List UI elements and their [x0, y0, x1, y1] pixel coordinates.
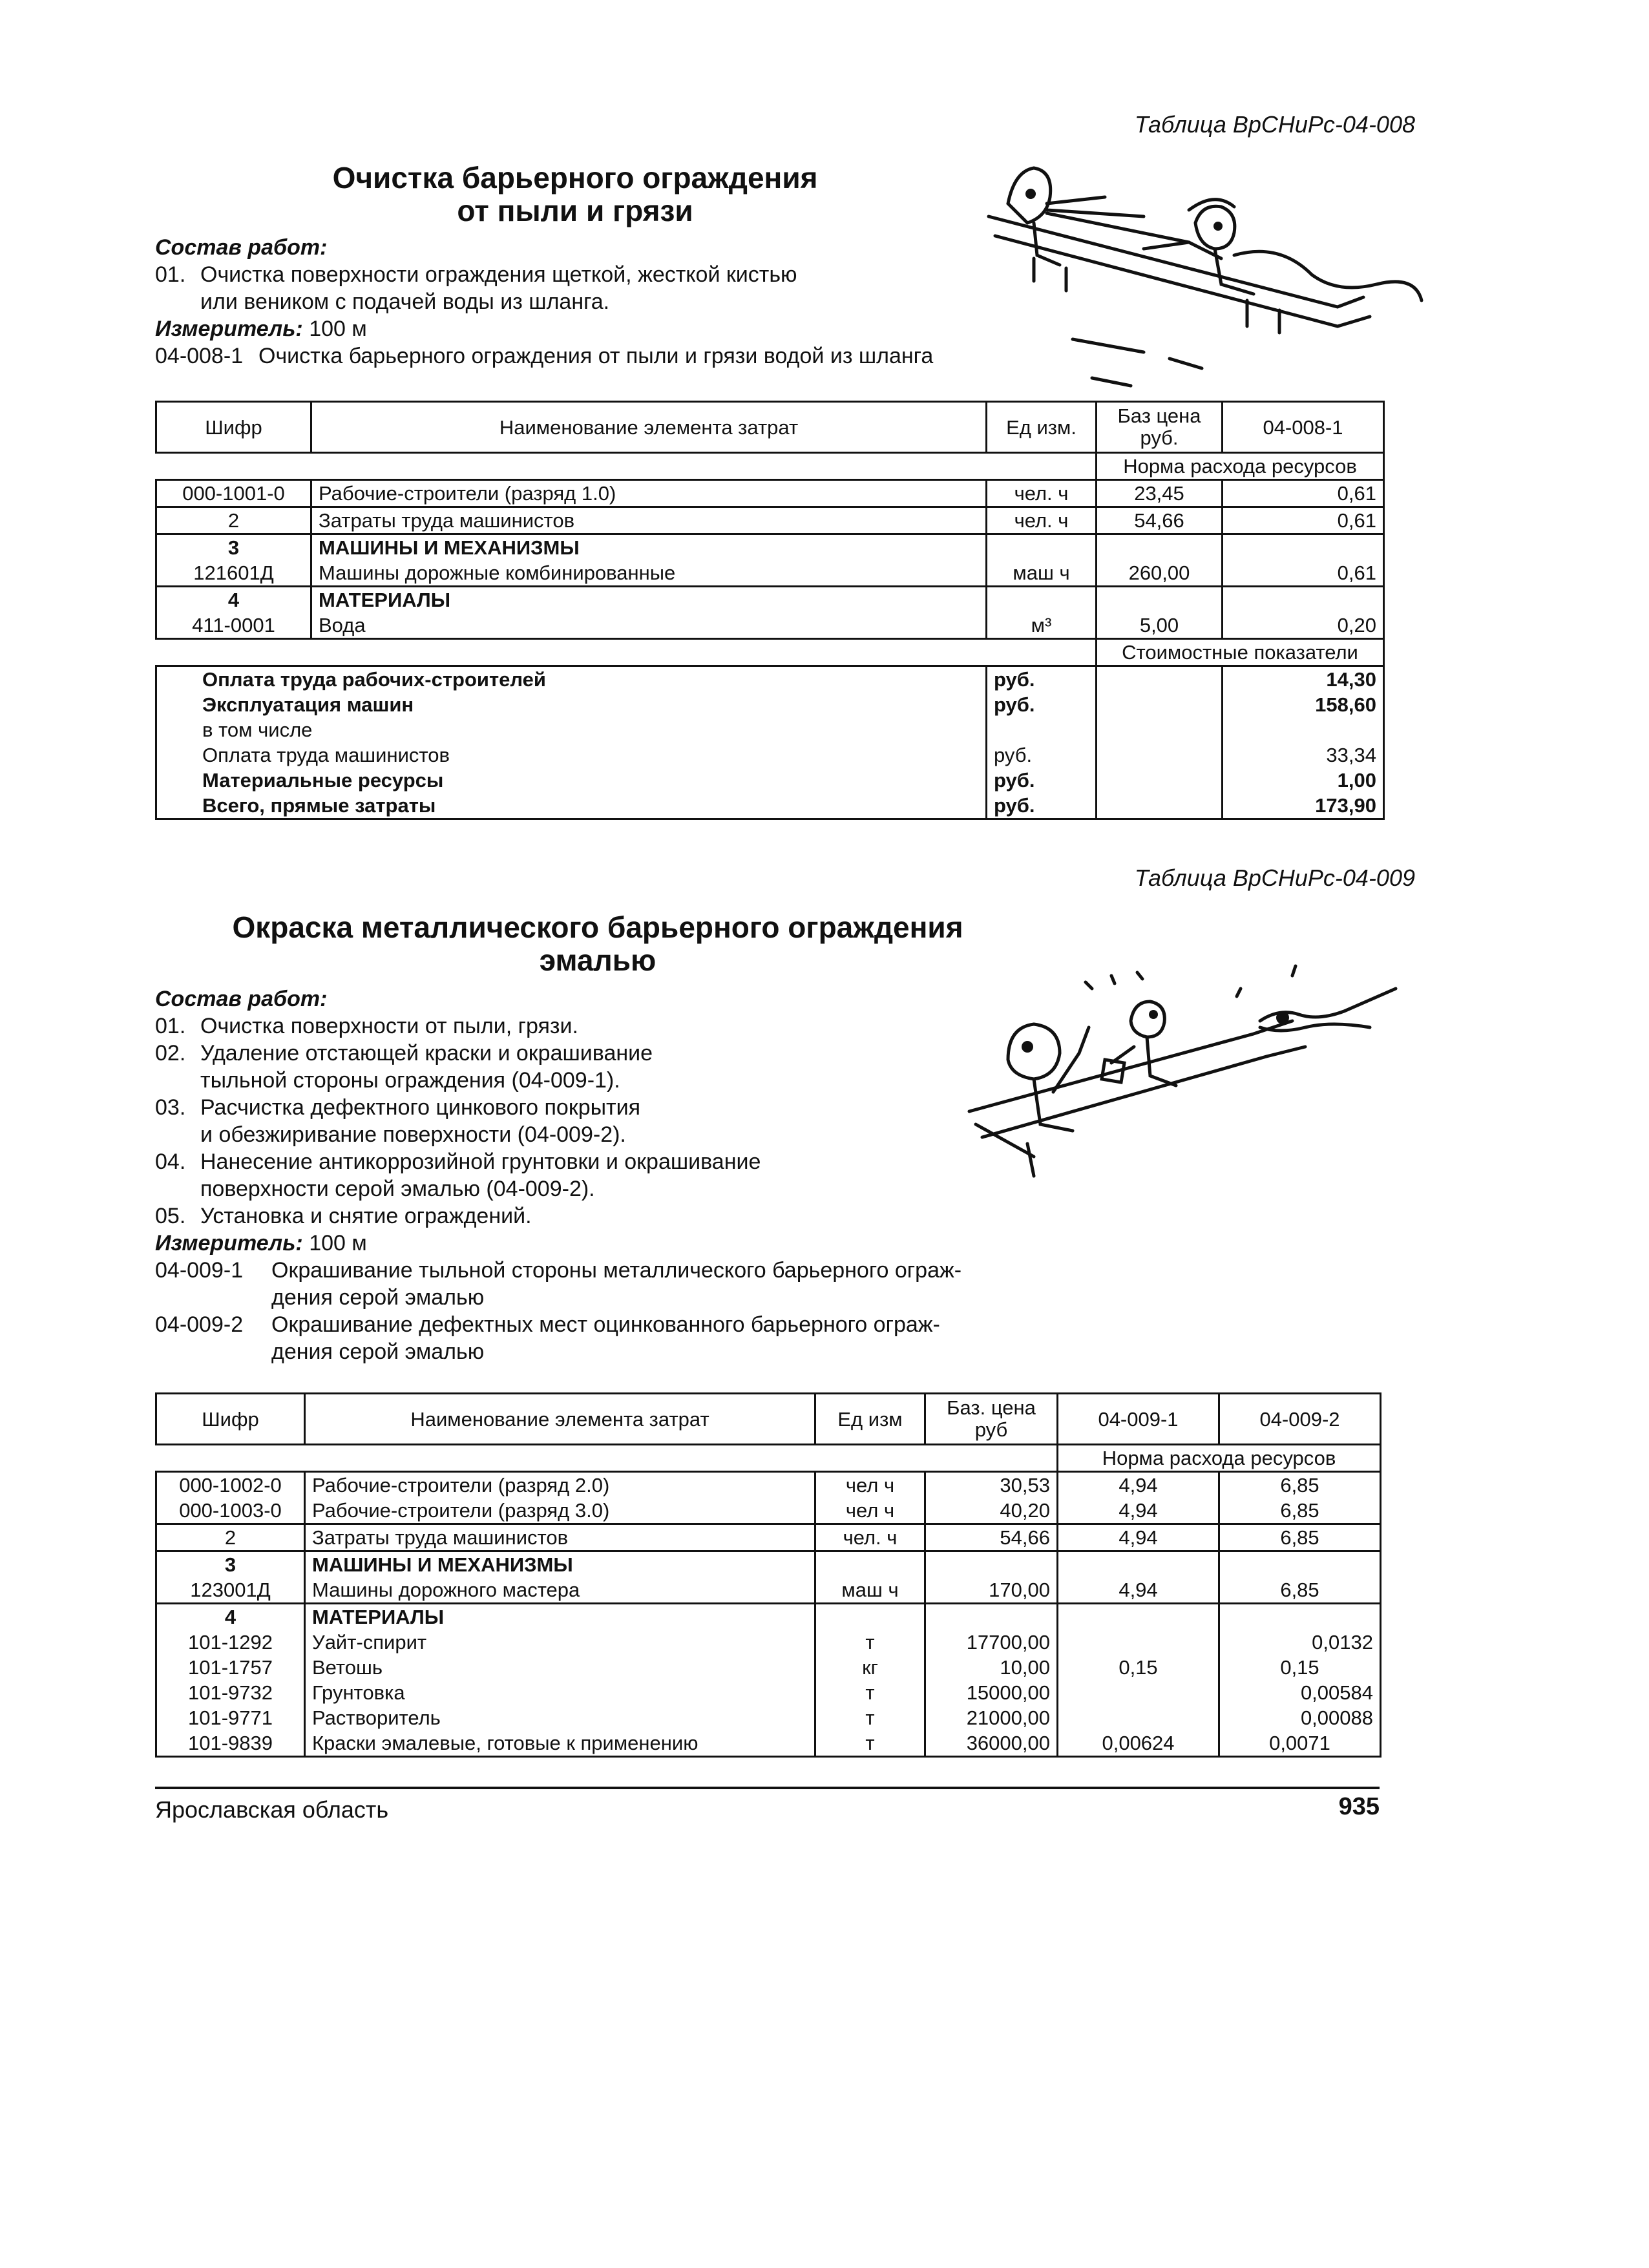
table-label-04-008: Таблица ВрСНиРс-04-008 — [1134, 111, 1415, 138]
norm-label: Норма расхода ресурсов — [1058, 1445, 1381, 1472]
table-row: 2 Затраты труда машинистов чел. ч 54,66 4,94 6,85 — [156, 1524, 1381, 1551]
norm-label-row — [156, 1445, 1381, 1472]
header-name: Наименование элемента затрат — [305, 1394, 815, 1445]
cost-label-row — [156, 639, 1384, 666]
list-item: 04-009-2 Окрашивание дефектных мест оцинкованного барьерного ограж- — [155, 1312, 940, 1337]
resource-table-04-008 — [155, 401, 1385, 820]
table-row: 000-1001-0 Рабочие-строители (разряд 1.0) чел. ч 23,45 0,61 — [156, 480, 1384, 507]
list-item: дения серой эмалью — [271, 1285, 485, 1310]
list-item: 01. Очистка поверхности ограждения щеткой, жесткой кистью — [155, 262, 797, 287]
cost-row: в том числе — [156, 717, 1384, 742]
resource-table-04-009 — [155, 1392, 1381, 1758]
table-row: 121601Д Машины дорожные комбинированные маш ч 260,00 0,61 — [156, 560, 1384, 587]
table-row: 4 МАТЕРИАЛЫ — [156, 1604, 1381, 1630]
table-row: 4 МАТЕРИАЛЫ — [156, 587, 1384, 613]
table-row: 101-1757 Ветошь кг 10,00 0,15 0,15 — [156, 1655, 1381, 1680]
header-col-04-009-1: 04-009-1 — [1058, 1394, 1219, 1445]
table-row: 411-0001 Вода м³ 5,00 0,20 — [156, 613, 1384, 639]
list-item: и обезжиривание поверхности (04-009-2). — [200, 1122, 626, 1147]
measurer: Измеритель: 100 м — [155, 317, 367, 341]
header-col-04-008-1: 04-008-1 — [1223, 402, 1384, 453]
section1-title-line1: Очистка барьерного ограждения — [332, 161, 818, 194]
header-unit: Ед изм — [815, 1394, 925, 1445]
table-row: 000-1003-0 Рабочие-строители (разряд 3.0) чел ч 40,20 4,94 6,85 — [156, 1498, 1381, 1524]
section2-title — [181, 911, 1014, 976]
list-item: 04-009-1 Окрашивание тыльной стороны металлического барьерного ограж- — [155, 1258, 962, 1283]
page-number: 935 — [1338, 1793, 1380, 1820]
list-item: или веником с подачей воды из шланга. — [200, 289, 610, 314]
cost-row: Материальные ресурсы руб. 1,00 — [156, 768, 1384, 793]
section2-title-line1: Окраска металлического барьерного ограждения — [232, 910, 963, 944]
norm-label-row — [156, 453, 1384, 480]
section1-description — [155, 234, 1060, 370]
table-label-04-009: Таблица ВрСНиРс-04-009 — [1134, 865, 1415, 891]
table-row: 3 МАШИНЫ И МЕХАНИЗМЫ — [156, 1551, 1381, 1578]
composition-label: Состав работ: — [155, 235, 328, 260]
table-row: 2 Затраты труда машинистов чел. ч 54,66 0,61 — [156, 507, 1384, 534]
table-row: 101-1292 Уайт-спирит т 17700,00 0,0132 — [156, 1630, 1381, 1655]
list-item: поверхности серой эмалью (04-009-2). — [200, 1177, 595, 1201]
list-item: тыльной стороны ограждения (04-009-1). — [200, 1068, 620, 1093]
cost-row: Всего, прямые затраты руб. 173,90 — [156, 793, 1384, 819]
composition-label: Состав работ: — [155, 987, 328, 1011]
list-item: 04. Нанесение антикоррозийной грунтовки и окрашивание — [155, 1150, 761, 1174]
section1-title — [194, 162, 956, 227]
workers-cleaning-illustration — [976, 145, 1428, 391]
items-list — [155, 342, 1060, 370]
table-row: 101-9839 Краски эмалевые, готовые к применению т 36000,00 0,00624 0,0071 — [156, 1730, 1381, 1757]
table-row: 101-9771 Растворитель т 21000,00 0,00088 — [156, 1705, 1381, 1730]
works-list — [155, 1013, 1060, 1230]
list-item: 05. Установка и снятие ограждений. — [155, 1204, 532, 1228]
norm-label: Норма расхода ресурсов — [1097, 453, 1384, 480]
header-name: Наименование элемента затрат — [311, 402, 987, 453]
header-price: Баз цена руб. — [1097, 402, 1223, 453]
list-item: 03. Расчистка дефектного цинкового покрытия — [155, 1095, 641, 1120]
table-row: 101-9732 Грунтовка т 15000,00 0,00584 — [156, 1680, 1381, 1705]
list-item: 04-008-1 Очистка барьерного ограждения от пыли и грязи водой из шланга — [155, 344, 934, 368]
list-item: 01. Очистка поверхности от пыли, грязи. — [155, 1014, 578, 1038]
works-list — [155, 261, 1060, 315]
section2-title-line2: эмалью — [539, 943, 656, 977]
header-col-04-009-2: 04-009-2 — [1219, 1394, 1381, 1445]
table-row: 3 МАШИНЫ И МЕХАНИЗМЫ — [156, 534, 1384, 561]
cost-row: Эксплуатация машин руб. 158,60 — [156, 692, 1384, 717]
cost-row: Оплата труда машинистов руб. 33,34 — [156, 742, 1384, 768]
header-code: Шифр — [156, 402, 311, 453]
measurer: Измеритель: 100 м — [155, 1231, 367, 1255]
table-row: 000-1002-0 Рабочие-строители (разряд 2.0) чел ч 30,53 4,94 6,85 — [156, 1472, 1381, 1498]
list-item: 02. Удаление отстающей краски и окрашивание — [155, 1041, 653, 1066]
table-header-row — [156, 402, 1384, 453]
section1-title-line2: от пыли и грязи — [457, 193, 693, 227]
section2-description — [155, 985, 1060, 1365]
footer-region: Ярославская область — [155, 1796, 389, 1823]
header-code: Шифр — [156, 1394, 305, 1445]
table-header-row — [156, 1394, 1381, 1445]
header-unit: Ед изм. — [987, 402, 1097, 453]
table-row: 123001Д Машины дорожного мастера маш ч 170,00 4,94 6,85 — [156, 1577, 1381, 1604]
cost-label: Стоимостные показатели — [1097, 639, 1384, 666]
cost-row: Оплата труда рабочих-строителей руб. 14,30 — [156, 666, 1384, 693]
footer-rule — [155, 1787, 1380, 1789]
list-item: дения серой эмалью — [271, 1339, 485, 1364]
workers-painting-illustration — [956, 950, 1409, 1208]
header-price: Баз. цена руб — [925, 1394, 1058, 1445]
items-list — [155, 1257, 1060, 1365]
